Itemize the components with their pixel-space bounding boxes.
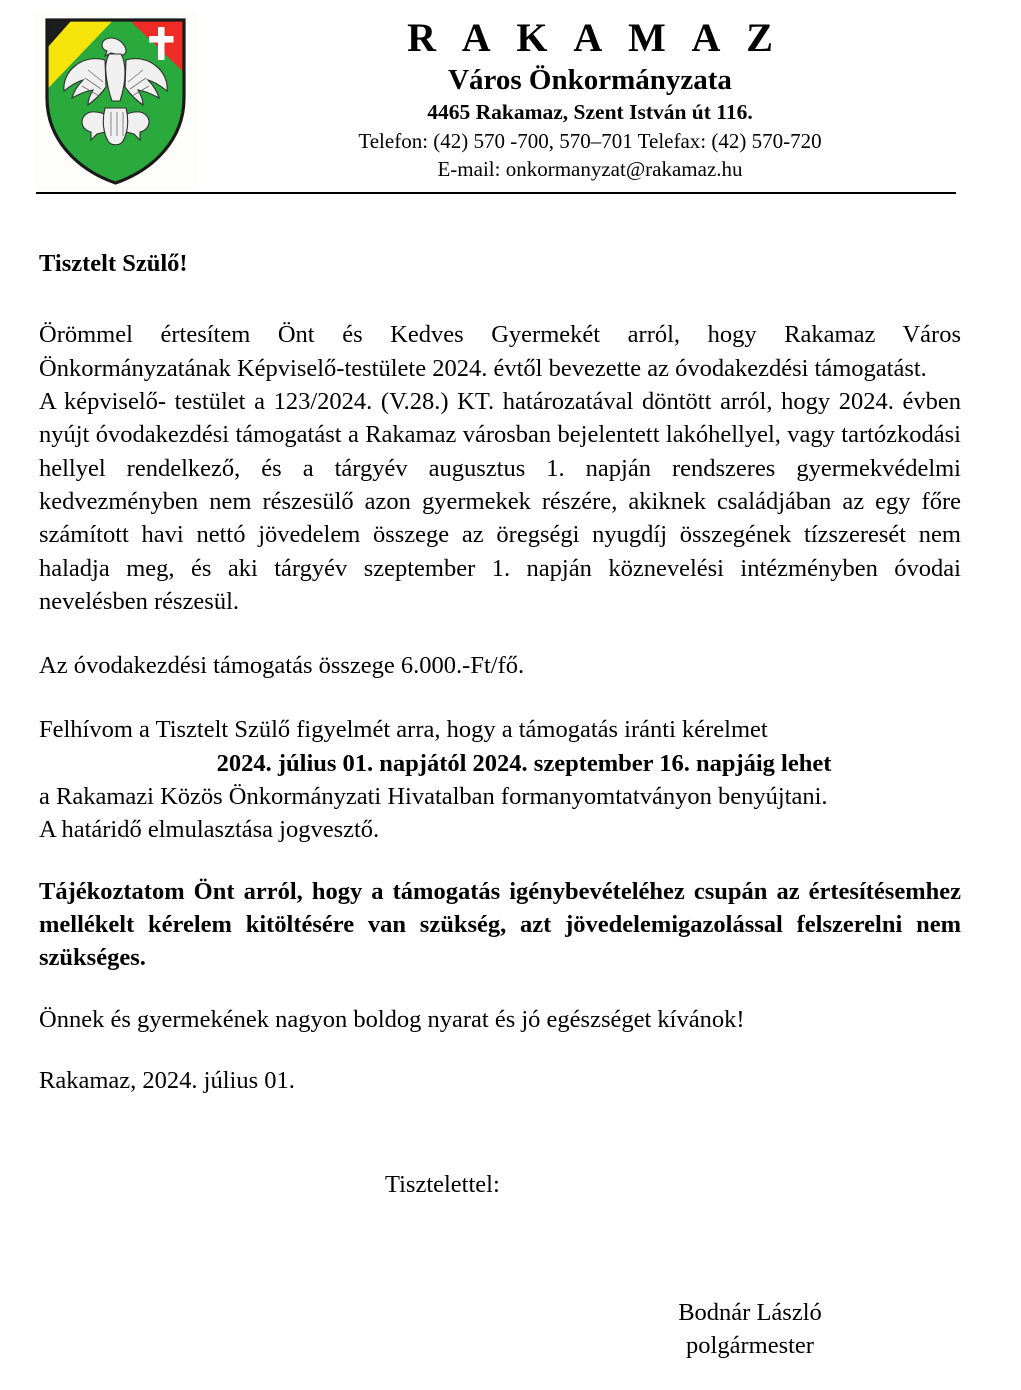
- spacer: [39, 682, 961, 713]
- paragraph-support-amount: Az óvodakezdési támogatás összege 6.000.-Ft/fő.: [39, 652, 525, 680]
- place-and-date: Rakamaz, 2024. július 01.: [39, 1066, 295, 1094]
- application-deadline: 2024. július 01. napjától 2024. szeptember 16. napjáig lehet: [216, 749, 832, 777]
- organisation-phone: Telefon: (42) 570 -700, 570–701 Telefax: (42) 570-720: [358, 128, 822, 153]
- letterhead: [0, 0, 1021, 200]
- organisation-email: E-mail: onkormanyzat@rakamaz.hu: [437, 156, 743, 181]
- organisation-subtitle: Város Önkormányzata: [448, 63, 732, 96]
- paragraph-introduction: Örömmel értesítem Önt és Kedves Gyermekét arról, hogy Rakamaz Város Önkormányzatának Képviselő-testülete 2024. évtől bevezette az óvodakezdési támogatást.: [39, 321, 961, 382]
- spacer: [39, 847, 961, 875]
- coat-of-arms-shield-icon: [33, 12, 198, 190]
- spacer: [39, 975, 961, 1003]
- closing-regards: Tisztelettel:: [385, 1171, 500, 1198]
- header-divider: [36, 192, 956, 194]
- signature-block: [600, 1297, 900, 1362]
- salutation: Tisztelt Szülő!: [39, 250, 188, 277]
- spacer: [39, 1036, 961, 1064]
- organisation-address: 4465 Rakamaz, Szent István út 116.: [427, 100, 753, 125]
- paragraph-deadline-forfeiture: A határidő elmulasztása jogvesztő.: [39, 816, 380, 844]
- organisation-name: R A K A M A Z: [407, 15, 782, 60]
- paragraph-good-wishes: Önnek és gyermekének nagyon boldog nyarat és jó egészséget kívánok!: [39, 1005, 745, 1033]
- paragraph-application-location: a Rakamazi Közös Önkormányzati Hivatalban formanyomtatványon benyújtani.: [39, 783, 828, 811]
- paragraph-decision-details: A képviselő- testület a 123/2024. (V.28.) KT. határozatával döntött arról, hogy 2024. évben nyújt óvodakezdési támogatást a Rakamaz városban bejelentett lakóhellyel, vagy tartózkodási hellyel rendelkező, és a tárgyév augusztus 1. napján rendszeres gyermekvédelmi kedvezményben nem részesülő azon gyermekek részére, akiknek családjában az egy főre számított havi nettó jövedelem összege az öregségi nyugdíj összegének tízszeresét nem haladja meg, és aki tárgyév szeptember 1. napján köznevelési intézményben óvodai nevelésben részesül.: [39, 387, 961, 615]
- signer-title: polgármester: [686, 1331, 814, 1359]
- signer-name: Bodnár László: [678, 1299, 822, 1326]
- letterhead-text-block: [210, 16, 970, 183]
- letter-body: [39, 247, 961, 1097]
- spacer: [39, 618, 961, 649]
- paragraph-application-intro: Felhívom a Tisztelt Szülő figyelmét arra, hogy a támogatás iránti kérelmet: [39, 716, 768, 744]
- paragraph-required-documents: Tájékoztatom Önt arról, hogy a támogatás igénybevételéhez csupán az értesítésemhez mellékelt kérelem kitöltésére van szükség, azt jövedelemigazolással felszerelni nem szükséges.: [39, 877, 961, 972]
